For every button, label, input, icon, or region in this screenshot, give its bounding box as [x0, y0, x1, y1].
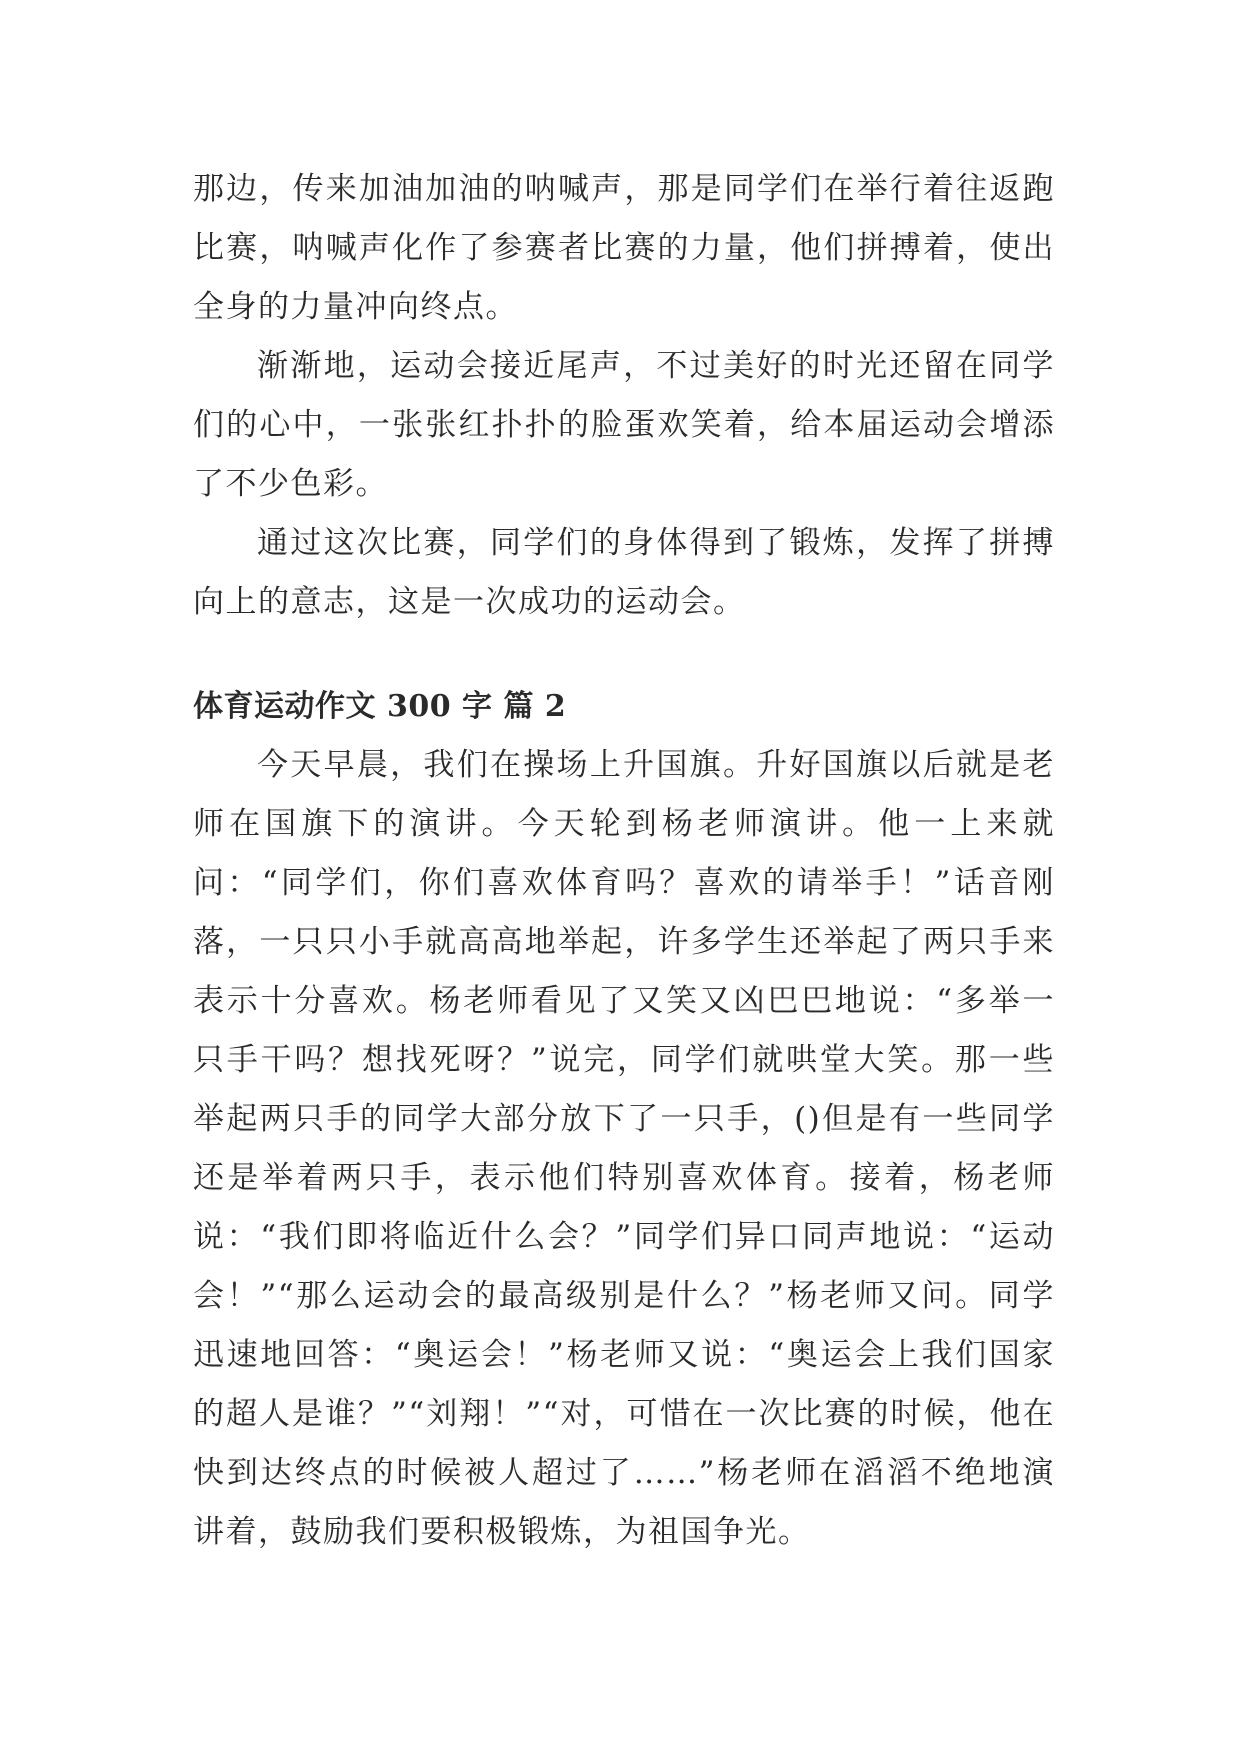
document-body	[193, 160, 1055, 1562]
paragraph-2: 渐渐地，运动会接近尾声，不过美好的时光还留在同学们的心中，一张张红扑扑的脸蛋欢笑着，给本届运动会增添了不少色彩。	[193, 348, 1055, 502]
paragraph-3: 通过这次比赛，同学们的身体得到了锻炼，发挥了拼搏向上的意志，这是一次成功的运动会。	[193, 525, 1055, 620]
paragraph-4: 今天早晨，我们在操场上升国旗。升好国旗以后就是老师在国旗下的演讲。今天轮到杨老师演讲。他一上来就问：“同学们，你们喜欢体育吗？喜欢的请举手！”话音刚落，一只只小手就高高地举起，许多学生还举起了两只手来表示十分喜欢。杨老师看见了又笑又凶巴巴地说：“多举一只手干吗？想找死呀？”说完，同学们就哄堂大笑。那一些举起两只手的同学大部分放下了一只手，()但是有一些同学还是举着两只手，表示他们特别喜欢体育。接着，杨老师说：“我们即将临近什么会？”同学们异口同声地说：“运动会！”“那么运动会的最高级别是什么？”杨老师又问。同学迅速地回答：“奥运会！”杨老师又说：“奥运会上我们国家的超人是谁？”“刘翔！”“对，可惜在一次比赛的时候，他在快到达终点的时候被人超过了……”杨老师在滔滔不绝地演讲着，鼓励我们要积极锻炼，为祖国争光。	[193, 747, 1055, 1550]
paragraph-1: 那边，传来加油加油的呐喊声，那是同学们在举行着往返跑比赛，呐喊声化作了参赛者比赛的力量，他们拼搏着，使出全身的力量冲向终点。	[193, 171, 1055, 325]
section-heading: 体育运动作文 300 字 篇 2	[193, 689, 567, 724]
